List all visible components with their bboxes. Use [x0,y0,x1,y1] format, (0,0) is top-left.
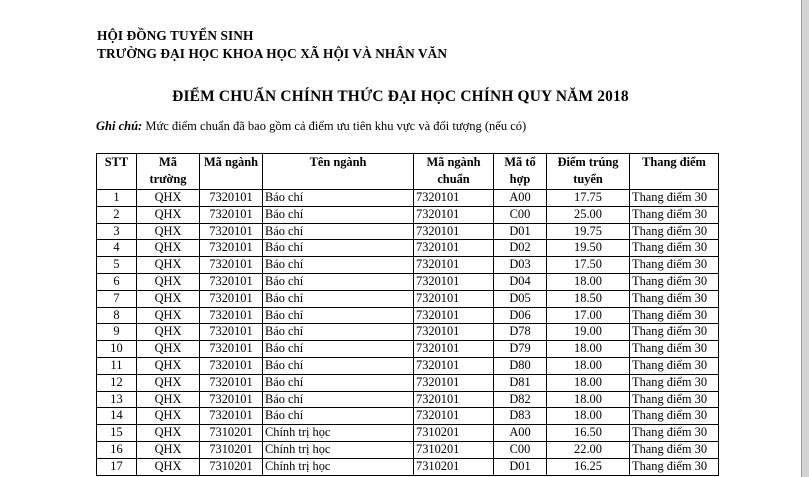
table-row [97,341,719,358]
cell-admission-score: 16.25 [547,458,630,475]
cell-score-scale: Thang điểm 30 [630,324,719,341]
cell-major-code: 7320101 [200,223,263,240]
cell-stt: 12 [97,374,137,391]
cell-standard-major-code: 7320101 [414,290,494,307]
cell-school-code: QHX [137,206,200,223]
cell-score-scale: Thang điểm 30 [630,441,719,458]
cell-major-code: 7320101 [200,257,263,274]
cell-major-name: Báo chí [263,324,414,341]
cell-combination-code: D01 [494,458,547,475]
cell-major-code: 7320101 [200,240,263,257]
cell-major-name: Báo chí [263,257,414,274]
cell-combination-code: D79 [494,341,547,358]
cell-major-name: Báo chí [263,223,414,240]
cell-school-code: QHX [137,408,200,425]
cell-standard-major-code: 7310201 [414,441,494,458]
cell-standard-major-code: 7320101 [414,374,494,391]
cell-score-scale: Thang điểm 30 [630,290,719,307]
cell-admission-score: 22.00 [547,441,630,458]
cell-stt: 8 [97,307,137,324]
cell-school-code: QHX [137,374,200,391]
cell-combination-code: C00 [494,206,547,223]
column-header-line1: Mã ngành [426,155,481,169]
cell-school-code: QHX [137,357,200,374]
note-text: Mức điểm chuẩn đã bao gồm cả điểm ưu tiên khu vực và đối tượng (nếu có) [145,119,527,133]
cell-school-code: QHX [137,341,200,358]
cell-major-name: Báo chí [263,190,414,207]
cell-standard-major-code: 7320101 [414,223,494,240]
cell-combination-code: D78 [494,324,547,341]
cell-school-code: QHX [137,441,200,458]
note-label: Ghi chú: [96,119,143,133]
cell-school-code: QHX [137,391,200,408]
cell-score-scale: Thang điểm 30 [630,273,719,290]
cell-score-scale: Thang điểm 30 [630,408,719,425]
cell-stt: 7 [97,290,137,307]
viewer-edge [801,0,809,477]
cell-stt: 16 [97,441,137,458]
cell-major-name: Báo chí [263,290,414,307]
column-header-line1: Mã tổ [504,155,536,169]
cell-combination-code: D83 [494,408,547,425]
cell-major-name: Báo chí [263,273,414,290]
cell-stt: 2 [97,206,137,223]
cell-school-code: QHX [137,257,200,274]
cell-school-code: QHX [137,273,200,290]
cell-stt: 9 [97,324,137,341]
cell-admission-score: 17.50 [547,257,630,274]
table-row [97,425,719,442]
cell-school-code: QHX [137,290,200,307]
cell-admission-score: 18.00 [547,341,630,358]
column-header-line1: Tên ngành [309,155,367,169]
table-row [97,257,719,274]
cell-combination-code: D01 [494,223,547,240]
column-header-line1: Điểm trúng [557,155,619,169]
cell-combination-code: D04 [494,273,547,290]
column-header-school-code [137,154,200,190]
cell-major-code: 7320101 [200,408,263,425]
cell-standard-major-code: 7310201 [414,458,494,475]
column-header-major-name [263,154,414,190]
cell-major-code: 7310201 [200,458,263,475]
cell-major-name: Báo chí [263,374,414,391]
cell-score-scale: Thang điểm 30 [630,341,719,358]
cell-score-scale: Thang điểm 30 [630,206,719,223]
column-header-score-scale [630,154,719,190]
cell-major-name: Báo chí [263,357,414,374]
cell-standard-major-code: 7320101 [414,257,494,274]
table-header-row [97,154,719,190]
cell-standard-major-code: 7320101 [414,240,494,257]
table-row [97,458,719,475]
cell-school-code: QHX [137,425,200,442]
cell-admission-score: 18.50 [547,290,630,307]
council-heading: HỘI ĐỒNG TUYỂN SINH [97,28,254,43]
column-header-line1: Mã [159,155,177,169]
cell-combination-code: A00 [494,425,547,442]
cell-school-code: QHX [137,324,200,341]
cell-stt: 5 [97,257,137,274]
cell-school-code: QHX [137,240,200,257]
column-header-major-code [200,154,263,190]
cell-major-code: 7320101 [200,290,263,307]
cell-combination-code: D80 [494,357,547,374]
cell-standard-major-code: 7320101 [414,273,494,290]
table-row [97,240,719,257]
admission-scores-table [96,153,719,476]
cell-major-name: Chính trị học [263,441,414,458]
cell-score-scale: Thang điểm 30 [630,257,719,274]
cell-major-code: 7320101 [200,374,263,391]
column-header-line1: Mã ngành [203,155,259,169]
cell-standard-major-code: 7320101 [414,408,494,425]
table-row [97,273,719,290]
cell-standard-major-code: 7320101 [414,341,494,358]
cell-combination-code: D82 [494,391,547,408]
cell-admission-score: 17.00 [547,307,630,324]
cell-admission-score: 19.00 [547,324,630,341]
document-title: ĐIỂM CHUẨN CHÍNH THỨC ĐẠI HỌC CHÍNH QUY NĂM 2018 [172,88,629,105]
university-heading: TRƯỜNG ĐẠI HỌC KHOA HỌC XÃ HỘI VÀ NHÂN VĂN [97,46,448,61]
cell-combination-code: D02 [494,240,547,257]
cell-admission-score: 25.00 [547,206,630,223]
column-header-line2: hợp [509,171,531,186]
cell-admission-score: 17.75 [547,190,630,207]
column-header-line1: STT [104,155,129,169]
cell-standard-major-code: 7310201 [414,425,494,442]
cell-combination-code: A00 [494,190,547,207]
cell-admission-score: 18.00 [547,374,630,391]
cell-combination-code: D06 [494,307,547,324]
cell-admission-score: 18.00 [547,408,630,425]
cell-score-scale: Thang điểm 30 [630,307,719,324]
cell-standard-major-code: 7320101 [414,190,494,207]
cell-combination-code: C00 [494,441,547,458]
table-row [97,374,719,391]
cell-standard-major-code: 7320101 [414,357,494,374]
cell-combination-code: D03 [494,257,547,274]
cell-major-code: 7320101 [200,391,263,408]
cell-standard-major-code: 7320101 [414,307,494,324]
cell-major-name: Báo chí [263,408,414,425]
table-row [97,223,719,240]
cell-score-scale: Thang điểm 30 [630,391,719,408]
cell-school-code: QHX [137,458,200,475]
cell-stt: 10 [97,341,137,358]
cell-stt: 17 [97,458,137,475]
cell-major-code: 7320101 [200,273,263,290]
column-header-stt [97,154,137,190]
cell-combination-code: D81 [494,374,547,391]
cell-major-name: Chính trị học [263,425,414,442]
cell-stt: 13 [97,391,137,408]
cell-major-code: 7310201 [200,441,263,458]
cell-school-code: QHX [137,223,200,240]
table-row [97,324,719,341]
cell-score-scale: Thang điểm 30 [630,190,719,207]
cell-score-scale: Thang điểm 30 [630,357,719,374]
cell-standard-major-code: 7320101 [414,391,494,408]
cell-combination-code: D05 [494,290,547,307]
cell-major-name: Chính trị học [263,458,414,475]
cell-major-code: 7320101 [200,324,263,341]
cell-stt: 11 [97,357,137,374]
cell-score-scale: Thang điểm 30 [630,374,719,391]
cell-stt: 15 [97,425,137,442]
column-header-line2: chuẩn [437,171,470,186]
table-row [97,408,719,425]
table-row [97,290,719,307]
cell-admission-score: 19.50 [547,240,630,257]
cell-major-name: Báo chí [263,206,414,223]
cell-school-code: QHX [137,190,200,207]
cell-stt: 3 [97,223,137,240]
cell-stt: 1 [97,190,137,207]
cell-school-code: QHX [137,307,200,324]
cell-admission-score: 19.75 [547,223,630,240]
cell-major-name: Báo chí [263,240,414,257]
cell-stt: 14 [97,408,137,425]
cell-major-code: 7320101 [200,190,263,207]
table-row [97,206,719,223]
column-header-admission-score [547,154,630,190]
cell-standard-major-code: 7320101 [414,324,494,341]
column-header-line2: trường [149,171,187,186]
cell-stt: 6 [97,273,137,290]
cell-admission-score: 16.50 [547,425,630,442]
cell-admission-score: 18.00 [547,273,630,290]
table-row [97,357,719,374]
cell-major-name: Báo chí [263,341,414,358]
cell-standard-major-code: 7320101 [414,206,494,223]
note [96,119,526,134]
cell-major-code: 7310201 [200,425,263,442]
table-row [97,190,719,207]
cell-major-code: 7320101 [200,307,263,324]
cell-score-scale: Thang điểm 30 [630,223,719,240]
table-row [97,391,719,408]
cell-score-scale: Thang điểm 30 [630,240,719,257]
cell-major-code: 7320101 [200,206,263,223]
table-row [97,307,719,324]
table-row [97,441,719,458]
column-header-combination-code [494,154,547,190]
cell-major-code: 7320101 [200,341,263,358]
cell-major-code: 7320101 [200,357,263,374]
cell-admission-score: 18.00 [547,357,630,374]
column-header-line1: Thang điểm [642,155,706,169]
cell-score-scale: Thang điểm 30 [630,425,719,442]
cell-major-name: Báo chí [263,391,414,408]
cell-admission-score: 18.00 [547,391,630,408]
cell-score-scale: Thang điểm 30 [630,458,719,475]
column-header-line2: tuyển [573,171,603,186]
cell-major-name: Báo chí [263,307,414,324]
table-body [97,190,719,476]
cell-stt: 4 [97,240,137,257]
column-header-standard-major-code [414,154,494,190]
